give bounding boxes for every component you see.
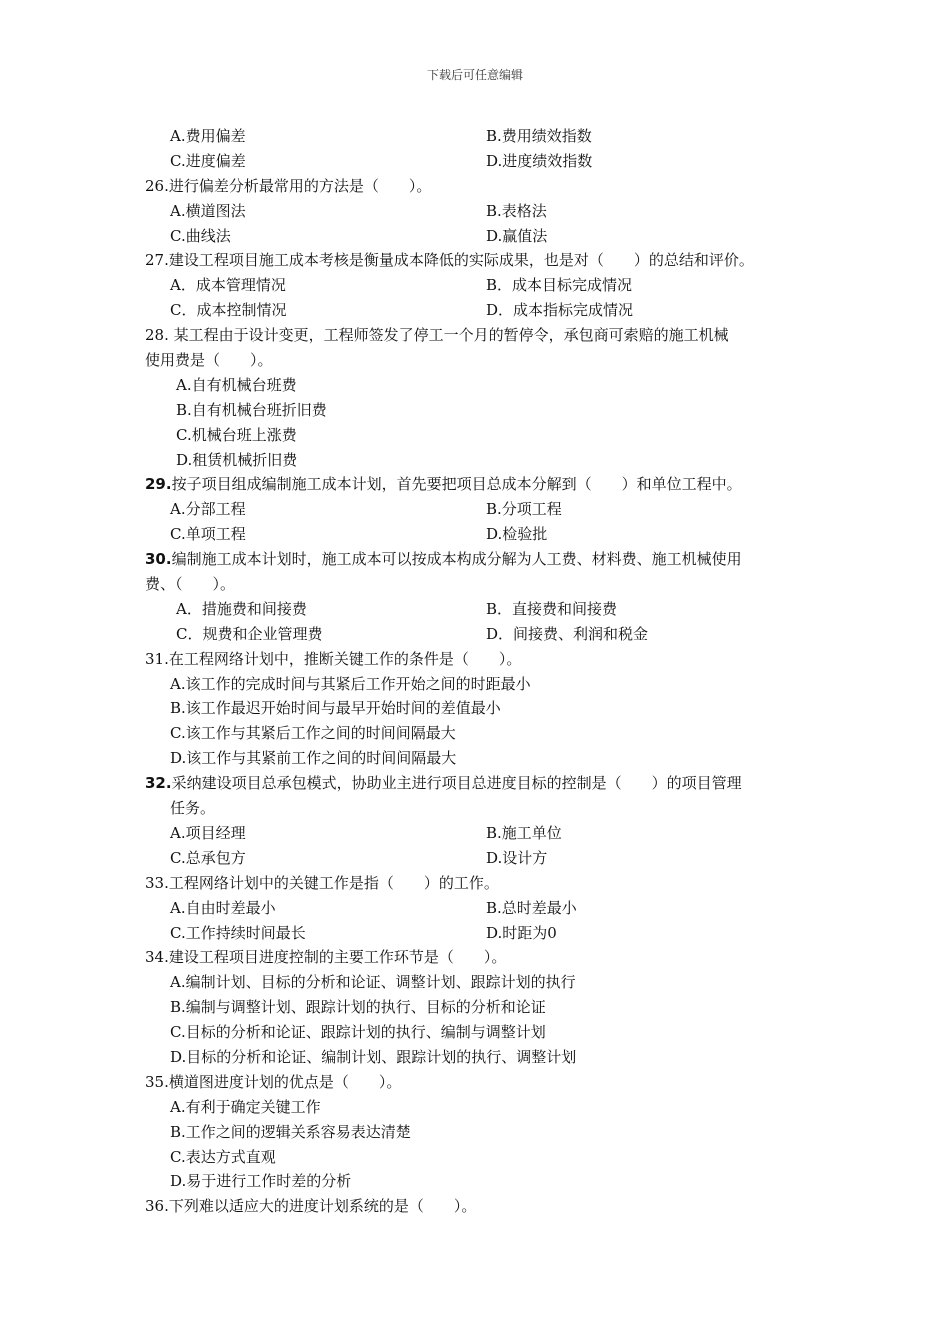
question-number: 32. <box>145 774 172 793</box>
option-row <box>0 497 950 522</box>
option-row <box>0 921 950 946</box>
option-right: D.时距为0 <box>486 923 557 942</box>
question-text: 26.进行偏差分析最常用的方法是（ ）。 <box>145 176 432 195</box>
question-number: 36. <box>145 1197 169 1216</box>
question-stem-continued <box>0 348 950 373</box>
question-number: 31. <box>145 649 169 668</box>
option-left: A.横道图法 <box>170 201 246 220</box>
option-row <box>0 1045 950 1070</box>
option-right: B.施工单位 <box>486 823 562 842</box>
option-row <box>0 298 950 323</box>
option-row <box>0 672 950 697</box>
option-right: B．直接费和间接费 <box>486 599 618 618</box>
question-text: 30.编制施工成本计划时，施工成本可以按成本构成分解为人工费、材料费、施工机械使用 <box>145 550 742 569</box>
option-right: B．成本目标完成情况 <box>486 276 633 295</box>
option-right: B.分项工程 <box>486 500 562 519</box>
question-stem <box>0 472 950 497</box>
option-left: C.进度偏差 <box>170 151 246 170</box>
option-row <box>0 896 950 921</box>
question-text: 31.在工程网络计划中，推断关键工作的条件是（ ）。 <box>145 649 522 668</box>
option-text: A.有利于确定关键工作 <box>170 1097 321 1116</box>
option-left: C.单项工程 <box>170 525 246 544</box>
option-left: C．成本控制情况 <box>170 301 287 320</box>
option-right: D．间接费、利润和税金 <box>486 624 649 643</box>
option-row <box>0 1169 950 1194</box>
question-stem <box>0 248 950 273</box>
option-right: D.设计方 <box>486 848 548 867</box>
option-text: B.工作之间的逻辑关系容易表达清楚 <box>170 1122 411 1141</box>
question-stem <box>0 1070 950 1095</box>
question-number: 34. <box>145 948 169 967</box>
option-text: B.编制与调整计划、跟踪计划的执行、目标的分析和论证 <box>170 998 546 1017</box>
question-number: 26. <box>145 176 169 195</box>
option-left: A.自由时差最小 <box>170 898 276 917</box>
option-row <box>0 1120 950 1145</box>
option-text: C.机械台班上涨费 <box>176 425 297 444</box>
option-row <box>0 696 950 721</box>
option-text: D.该工作与其紧前工作之间的时间间隔最大 <box>170 749 457 768</box>
option-right: D．成本指标完成情况 <box>486 301 634 320</box>
question-stem <box>0 174 950 199</box>
option-left: A.费用偏差 <box>170 127 246 145</box>
question-text: 32.采纳建设项目总承包模式，协助业主进行项目总进度目标的控制是（ ）的项目管理 <box>145 774 742 793</box>
option-text: C.该工作与其紧后工作之间的时间间隔最大 <box>170 724 456 743</box>
option-right: D.检验批 <box>486 525 548 544</box>
option-row <box>0 622 950 647</box>
option-text: B.该工作最迟开始时间与最早开始时间的差值最小 <box>170 699 501 718</box>
option-left: A．措施费和间接费 <box>176 599 307 618</box>
option-right: D.进度绩效指数 <box>486 151 593 170</box>
option-left: A.分部工程 <box>170 500 246 519</box>
question-number: 35. <box>145 1072 169 1091</box>
option-row <box>0 199 950 224</box>
option-row <box>0 373 950 398</box>
option-left: A.项目经理 <box>170 823 246 842</box>
option-text: C.目标的分析和论证、跟踪计划的执行、编制与调整计划 <box>170 1023 546 1042</box>
option-row <box>0 995 950 1020</box>
option-text: A.编制计划、目标的分析和论证、调整计划、跟踪计划的执行 <box>170 973 576 992</box>
option-row <box>0 149 950 174</box>
page-header: 下载后可任意编辑 <box>426 68 523 82</box>
question-text: 28. 某工程由于设计变更，工程师签发了停工一个月的暂停令，承包商可索赔的施工机械 <box>145 326 729 345</box>
question-text: 27.建设工程项目施工成本考核是衡量成本降低的实际成果，也是对（ ）的总结和评价。 <box>145 251 754 270</box>
question-stem <box>0 945 950 970</box>
option-row <box>0 522 950 547</box>
option-row <box>0 746 950 771</box>
option-right: D.赢值法 <box>486 226 548 245</box>
question-text: 29.按子项目组成编制施工成本计划，首先要把项目总成本分解到（ ）和单位工程中。 <box>145 475 742 494</box>
option-row <box>0 1020 950 1045</box>
question-stem <box>0 323 950 348</box>
option-left: C.总承包方 <box>170 848 246 867</box>
question-stem <box>0 771 950 796</box>
option-row <box>0 721 950 746</box>
option-row <box>0 821 950 846</box>
option-row <box>0 224 950 249</box>
question-stem <box>0 647 950 672</box>
question-text: 35.横道图进度计划的优点是（ ）。 <box>145 1072 402 1091</box>
question-list <box>0 124 950 1219</box>
option-text: D.租赁机械折旧费 <box>176 450 298 469</box>
question-text: 任务。 <box>170 799 216 818</box>
option-text: C.表达方式直观 <box>170 1147 276 1166</box>
question-stem <box>0 547 950 572</box>
question-stem-continued <box>0 796 950 821</box>
question-text: 费、（ ）。 <box>145 575 236 594</box>
option-text: B.自有机械台班折旧费 <box>176 400 327 419</box>
question-number: 28. <box>145 326 169 345</box>
option-right: B.费用绩效指数 <box>486 127 592 145</box>
option-text: D.易于进行工作时差的分析 <box>170 1172 352 1191</box>
option-text: A.该工作的完成时间与其紧后工作开始之间的时距最小 <box>170 674 531 693</box>
option-row <box>0 970 950 995</box>
question-number: 27. <box>145 251 169 270</box>
question-number: 29. <box>145 475 172 494</box>
question-number: 30. <box>145 550 172 569</box>
option-row <box>0 597 950 622</box>
option-text: A.自有机械台班费 <box>176 375 297 394</box>
option-row <box>0 398 950 423</box>
option-left: A．成本管理情况 <box>170 276 286 295</box>
question-text: 36.下列难以适应大的进度计划系统的是（ ）。 <box>145 1197 477 1216</box>
option-row <box>0 448 950 473</box>
option-text: D.目标的分析和论证、编制计划、跟踪计划的执行、调整计划 <box>170 1047 577 1066</box>
option-row <box>0 846 950 871</box>
question-text: 34.建设工程项目进度控制的主要工作环节是（ ）。 <box>145 948 507 967</box>
option-row <box>0 1095 950 1120</box>
option-row <box>0 1145 950 1170</box>
question-text: 33.工程网络计划中的关键工作是指（ ）的工作。 <box>145 873 499 892</box>
option-row <box>0 273 950 298</box>
option-right: B.总时差最小 <box>486 898 577 917</box>
option-left: C.曲线法 <box>170 226 231 245</box>
option-right: B.表格法 <box>486 201 547 220</box>
question-stem <box>0 1194 950 1219</box>
question-number: 33. <box>145 873 169 892</box>
option-left: C．规费和企业管理费 <box>176 624 323 643</box>
question-stem-continued <box>0 572 950 597</box>
option-row <box>0 423 950 448</box>
option-row <box>0 124 950 149</box>
question-text: 使用费是（ ）。 <box>145 351 273 370</box>
question-stem <box>0 871 950 896</box>
option-left: C.工作持续时间最长 <box>170 923 306 942</box>
